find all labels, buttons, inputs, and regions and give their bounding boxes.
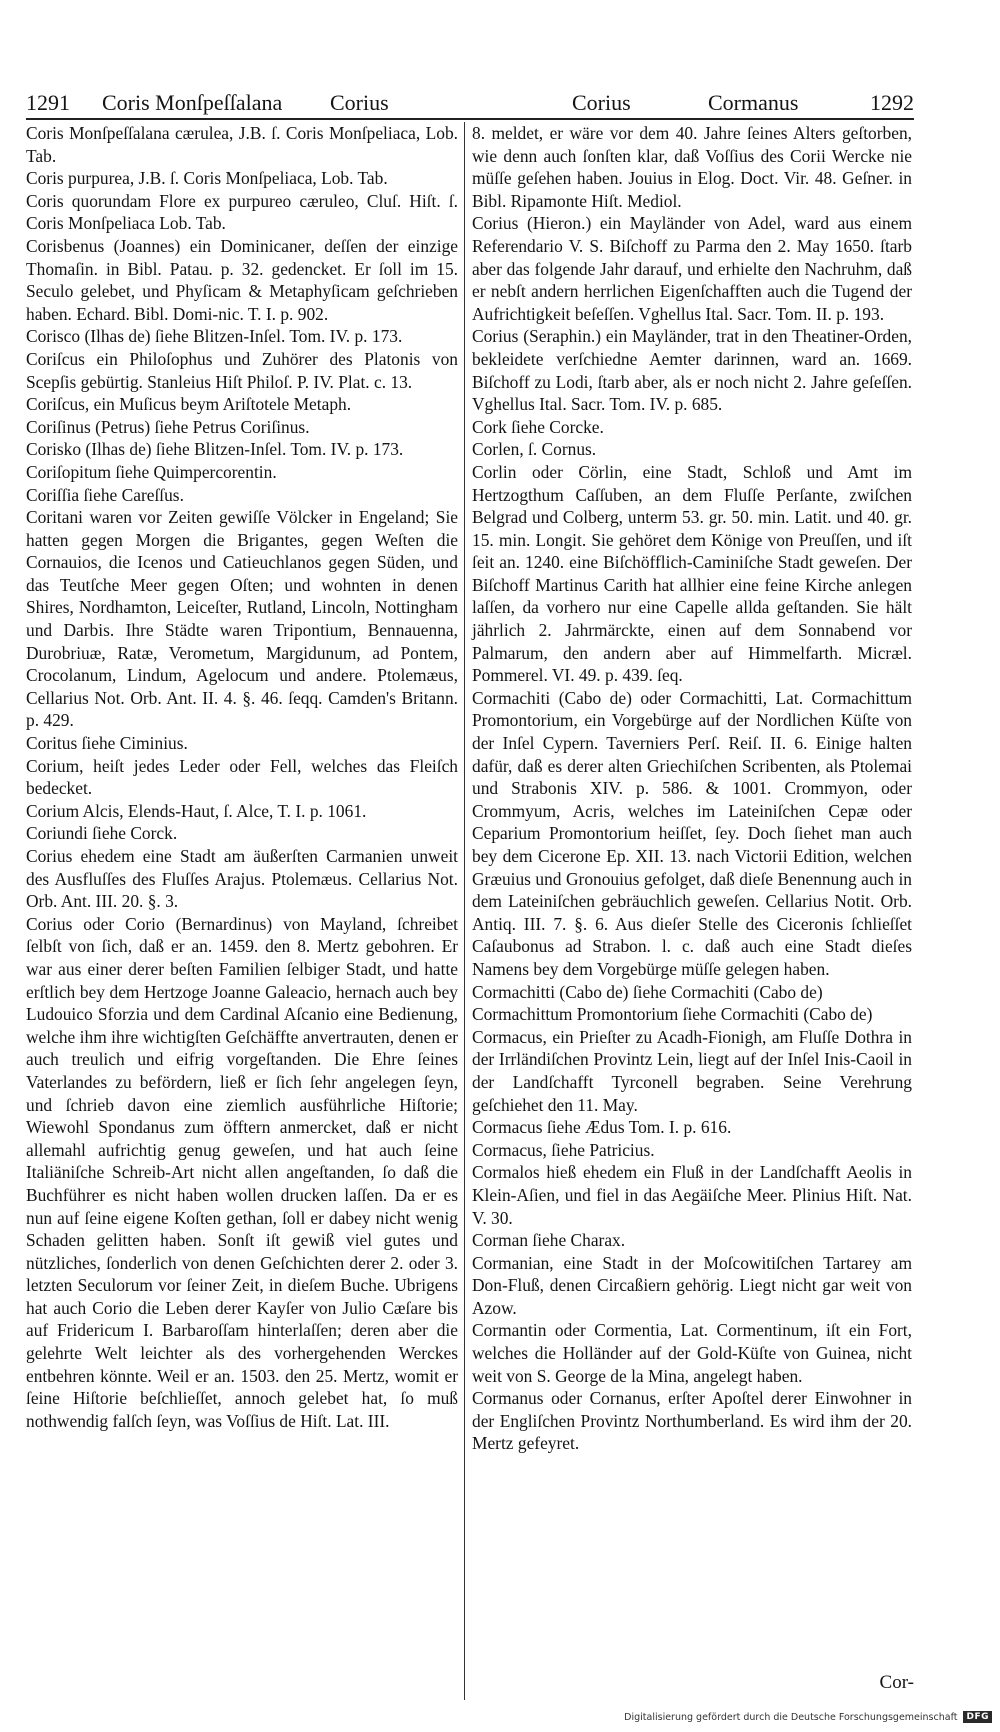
page-number-left: 1291 bbox=[26, 90, 70, 115]
entry: Cork ſiehe Corcke. bbox=[472, 416, 604, 437]
entry: Cormacus, ſiehe Patricius. bbox=[472, 1139, 655, 1160]
entry: Cormachittum Promontorium ſiehe Cormachiti (Cabo de) bbox=[472, 1004, 873, 1025]
header-keyword-right-2: Cormanus bbox=[708, 90, 799, 115]
entry: Cormantin oder Cormentia, Lat. Cormentinum, iſt ein Fort, welches die Holländer auf der Gold-Küſte von Guinea, nicht weit von S. George de la Mina, angelegt haben. bbox=[472, 1320, 912, 1386]
entry: Corium, heiſt jedes Leder oder Fell, welches das Fleiſch bedecket. bbox=[26, 755, 458, 799]
entry: Cormalos hieß ehedem ein Fluß in der Landſchafft Aeolis in Klein-Aſien, und fiel in das Aegäiſche Meer. Plinius Hiſt. Nat. V. 30. bbox=[472, 1162, 912, 1228]
right-column bbox=[472, 122, 912, 1455]
column-divider bbox=[464, 122, 465, 1700]
entry: Corman ſiehe Charax. bbox=[472, 1230, 626, 1251]
entry: 8. meldet, er wäre vor dem 40. Jahre ſeines Alters geſtorben, wie denn auch ſonſten klar, daß Voſſius des Corii Wercke nie müſſe geſehen haben. Jouius in Elog. Doct. Vir. 48. Geſner. in Bibl. Ripamonte Hiſt. Mediol. bbox=[472, 123, 912, 211]
header-keyword-left-2: Corius bbox=[330, 90, 389, 115]
entry: Coris quorundam Flore ex purpureo cæruleo, Cluſ. Hiſt. ſ. Coris Monſpeliaca Lob. Tab. bbox=[26, 190, 458, 234]
header-keyword-left: Coris Monſpeſſalana bbox=[102, 90, 283, 115]
entry: Corius (Seraphin.) ein Mayländer, trat in den Theatiner-Orden, bekleidete verſchiedne Aemter darinnen, ward an. 1669. Biſchoff zu Lodi, ſtarb aber, als er noch nicht 2. Jahre geſeſſen. Vghellus Ital. Sacr. Tom. IV. p. 685. bbox=[472, 326, 912, 415]
entry: Corisbenus (Joannes) ein Dominicaner, deſſen der einzige Thomaſin. in Bibl. Patau. p. 32. gedencket. Er ſoll im 15. Seculo gelebet, und Phyſicam & Metaphyſicam geſchrieben haben. Echard. Bibl. Domi-nic. T. I. p. 902. bbox=[26, 235, 458, 324]
entry: Coritus ſiehe Ciminius. bbox=[26, 733, 188, 754]
entry: Coriſinus (Petrus) ſiehe Petrus Coriſinus. bbox=[26, 416, 310, 437]
entry: Corlen, ſ. Cornus. bbox=[472, 439, 597, 460]
header-rule bbox=[26, 118, 914, 120]
entry: Coriundi ſiehe Corck. bbox=[26, 823, 178, 844]
entry: Corius ehedem eine Stadt am äußerſten Carmanien unweit des Ausfluſſes des Fluſſes Arajus. Ptolemæus. Cellarius Not. Orb. Ant. III. 20. §. 3. bbox=[26, 846, 458, 912]
entry: Corius (Hieron.) ein Mayländer von Adel, ward aus einem Referendario V. S. Biſchoff zu Parma den 2. May 1650. ſtarb aber das folgende Jahr darauf, und erhielte den Nachruhm, daß er nebſt andern herrlichen Eigenſchafften auch die Tugend der Aufrichtigkeit beſeſſen. Vghellus Ital. Sacr. Tom. II. p. 193. bbox=[472, 213, 912, 324]
entry: Coris Monſpeſſalana cærulea, J.B. ſ. Coris Monſpeliaca, Lob. Tab. bbox=[26, 123, 458, 166]
entry: Coritani waren vor Zeiten gewiſſe Völcker in Engeland; Sie hatten gegen Morgen die Brigantes, gegen Weſten die Cornauios, die Icenos und Catieuchlanos gegen Süden, und das Teutſche Meer gegen Oſten; und wohnten in denen Shires, Nordhamton, Leiceſter, Rutland, Lincoln, Nottingham und Darbis. Ihre Städte waren Tripontium, Bennauenna, Durobriuæ, Ratæ, Verometum, Margidunum, ad Pontem, Crocolanum, Lindum, Agelocum und andere. Ptolemæus, Cellarius Not. Orb. Ant. II. 4. §. 46. ſeqq. Camden's Britann. p. 429. bbox=[26, 507, 458, 731]
entry: Coriſcus, ein Muſicus beym Ariſtotele Metaph. bbox=[26, 394, 352, 415]
catchword: Cor- bbox=[879, 1672, 914, 1693]
entry: Corisko (Ilhas de) ſiehe Blitzen-Inſel. Tom. IV. p. 173. bbox=[26, 439, 404, 460]
entry: Cormanus oder Cornanus, erſter Apoſtel derer Einwohner in der Engliſchen Provintz Northumberland. Es wird ihm der 20. Mertz gefeyret. bbox=[472, 1388, 912, 1454]
footer-credit: Digitalisierung gefördert durch die Deutsche Forschungsgemeinschaft bbox=[624, 1711, 958, 1723]
entry: Corius oder Corio (Bernardinus) von Mayland, ſchreibet ſelbſt von ſich, daß er an. 1459. den 8. Mertz gebohren. Er war aus einer derer beſten Familien ſelbiger Stadt, und hatte erſtlich bey dem Hertzoge Joanne Galeacio, hernach auch bey Ludouico Sforzia und dem Cardinal Aſcanio eine Bedienung, welche ihm ihre wichtigſten Geſchäffte anvertrauten, denen er auch treulich und eifrig vorgeſtanden. Die Ehre ſeines Vaterlandes zu befördern, ließ er ſich ſehr angelegen ſeyn, und ſchrieb davon eine ziemlich ausführliche Hiſtorie; Wiewohl Spondanus zum öfftern anmercket, daß er nicht allemahl aufrichtig genug geweſen, und hat auch ſeine Italiäniſche Schreib-Art nicht allen angeſtanden, ſo daß die Buchführer es nicht haben wollen drucken laſſen. Da er es nun auf ſeine eigene Koſten gethan, ſoll er dabey nicht wenig Schaden gelitten haben. Sonſt iſt gewiß viel gutes und nützliches, ſonderlich von denen Geſchichten derer 2. oder 3. letzten Seculorum vor ſeiner Zeit, in dieſem Buche. Ubrigens hat auch Corio die Leben derer Kayſer von Julio Cæſare bis auf Fridericum I. Barbaroſſam hinterlaſſen; deren aber die gelehrte Welt leichter als des vorhergehenden Werckes entbehren könnte. Weil er an. 1503. den 25. Mertz, womit er ſeine Hiſtorie beſchlieſſet, annoch gelebet hat, ſo muß nothwendig falſch ſeyn, was Voſſius de Hiſt. Lat. III. bbox=[26, 913, 458, 1431]
entry: Coriſcus ein Philoſophus und Zuhörer des Platonis von Scepſis gebürtig. Stanleius Hiſt Philoſ. P. IV. Plat. c. 13. bbox=[26, 348, 458, 392]
entry: Cormachiti (Cabo de) oder Cormachitti, Lat. Cormachittum Promontorium, ein Vorgebürge auf der Nordlichen Küſte von der Inſel Cypern. Taverniers Perſ. Reiſ. II. 6. Einige halten dafür, daß es derer alten Griechiſchen Scribenten, als Ptolemai und Strabonis XIV. p. 586. & 1001. Crommyon, oder Crommyum, Acris, welches im Lateiniſchen Cepæ oder Ceparium Promontorium heiſſet, ſey. Doch ſiehet man auch bey dem Cicerone Ep. XII. 13. nach Victorii Edition, welchen Græuius und Gronouius gefolget, daß dieſe Benennung auch in dem Lateiniſchen gebräuchlich geweſen. Cellarius Notit. Orb. Antiq. III. 7. §. 6. Aus dieſer Stelle des Ciceronis ſchlieſſet Caſaubonus ad Strabon. l. c. daß auch eine Stadt dieſes Namens bey dem Vorgebürge müſſe gelegen haben. bbox=[472, 687, 912, 979]
entry: Corium Alcis, Elends-Haut, ſ. Alce, T. I. p. 1061. bbox=[26, 800, 367, 821]
left-column bbox=[26, 122, 458, 1432]
digitization-footer bbox=[624, 1708, 992, 1726]
page-number-right: 1292 bbox=[870, 90, 914, 115]
entry: Corlin oder Cörlin, eine Stadt, Schloß und Amt im Hertzogthum Caſſuben, an dem Fluſſe Perſante, zwiſchen Belgrad und Colberg, unterm 53. gr. 50. min. Latit. und 40. gr. 15. min. Longit. Sie gehöret dem Könige von Preuſſen, und iſt ſeit an. 1240. eine Biſchöfflich-Caminiſche Stadt geweſen. Der Biſchoff Martinus Carith hat allhier eine feine Kirche anlegen laſſen, da vorhero nur eine Capelle allda geſtanden. Sie hält jährlich 2. Jahrmärckte, einen auf dem Sonnabend vor Palmarum, den andern aber auf Himmelfarth. Micræl. Pommerel. VI. 49. p. 439. ſeq. bbox=[472, 461, 912, 686]
entry: Cormanian, eine Stadt in der Moſcowitiſchen Tartarey am Don-Fluß, denen Circaßiern gehörig. Liegt nicht gar weit von Azow. bbox=[472, 1252, 912, 1318]
entry: Cormacus, ein Prieſter zu Acadh-Fionigh, am Fluſſe Dothra in der Irrländiſchen Provintz Lein, liegt auf der Inſel Inis-Caoil in der Landſchafft Tyrconell begraben. Seine Verehrung geſchiehet den 11. May. bbox=[472, 1026, 912, 1115]
entry: Coris purpurea, J.B. ſ. Coris Monſpeliaca, Lob. Tab. bbox=[26, 168, 388, 189]
entry: Cormachitti (Cabo de) ſiehe Cormachiti (Cabo de) bbox=[472, 981, 823, 1002]
dfg-logo: DFG bbox=[963, 1711, 992, 1723]
entry: Coriſſia ſiehe Careſſus. bbox=[26, 484, 184, 505]
entry: Corisco (Ilhas de) ſiehe Blitzen-Inſel. Tom. IV. p. 173. bbox=[26, 326, 403, 347]
running-header bbox=[26, 84, 914, 120]
header-keyword-right-1: Corius bbox=[572, 90, 631, 115]
entry: Cormacus ſiehe Ædus Tom. I. p. 616. bbox=[472, 1117, 732, 1138]
entry: Coriſopitum ſiehe Quimpercorentin. bbox=[26, 461, 277, 482]
